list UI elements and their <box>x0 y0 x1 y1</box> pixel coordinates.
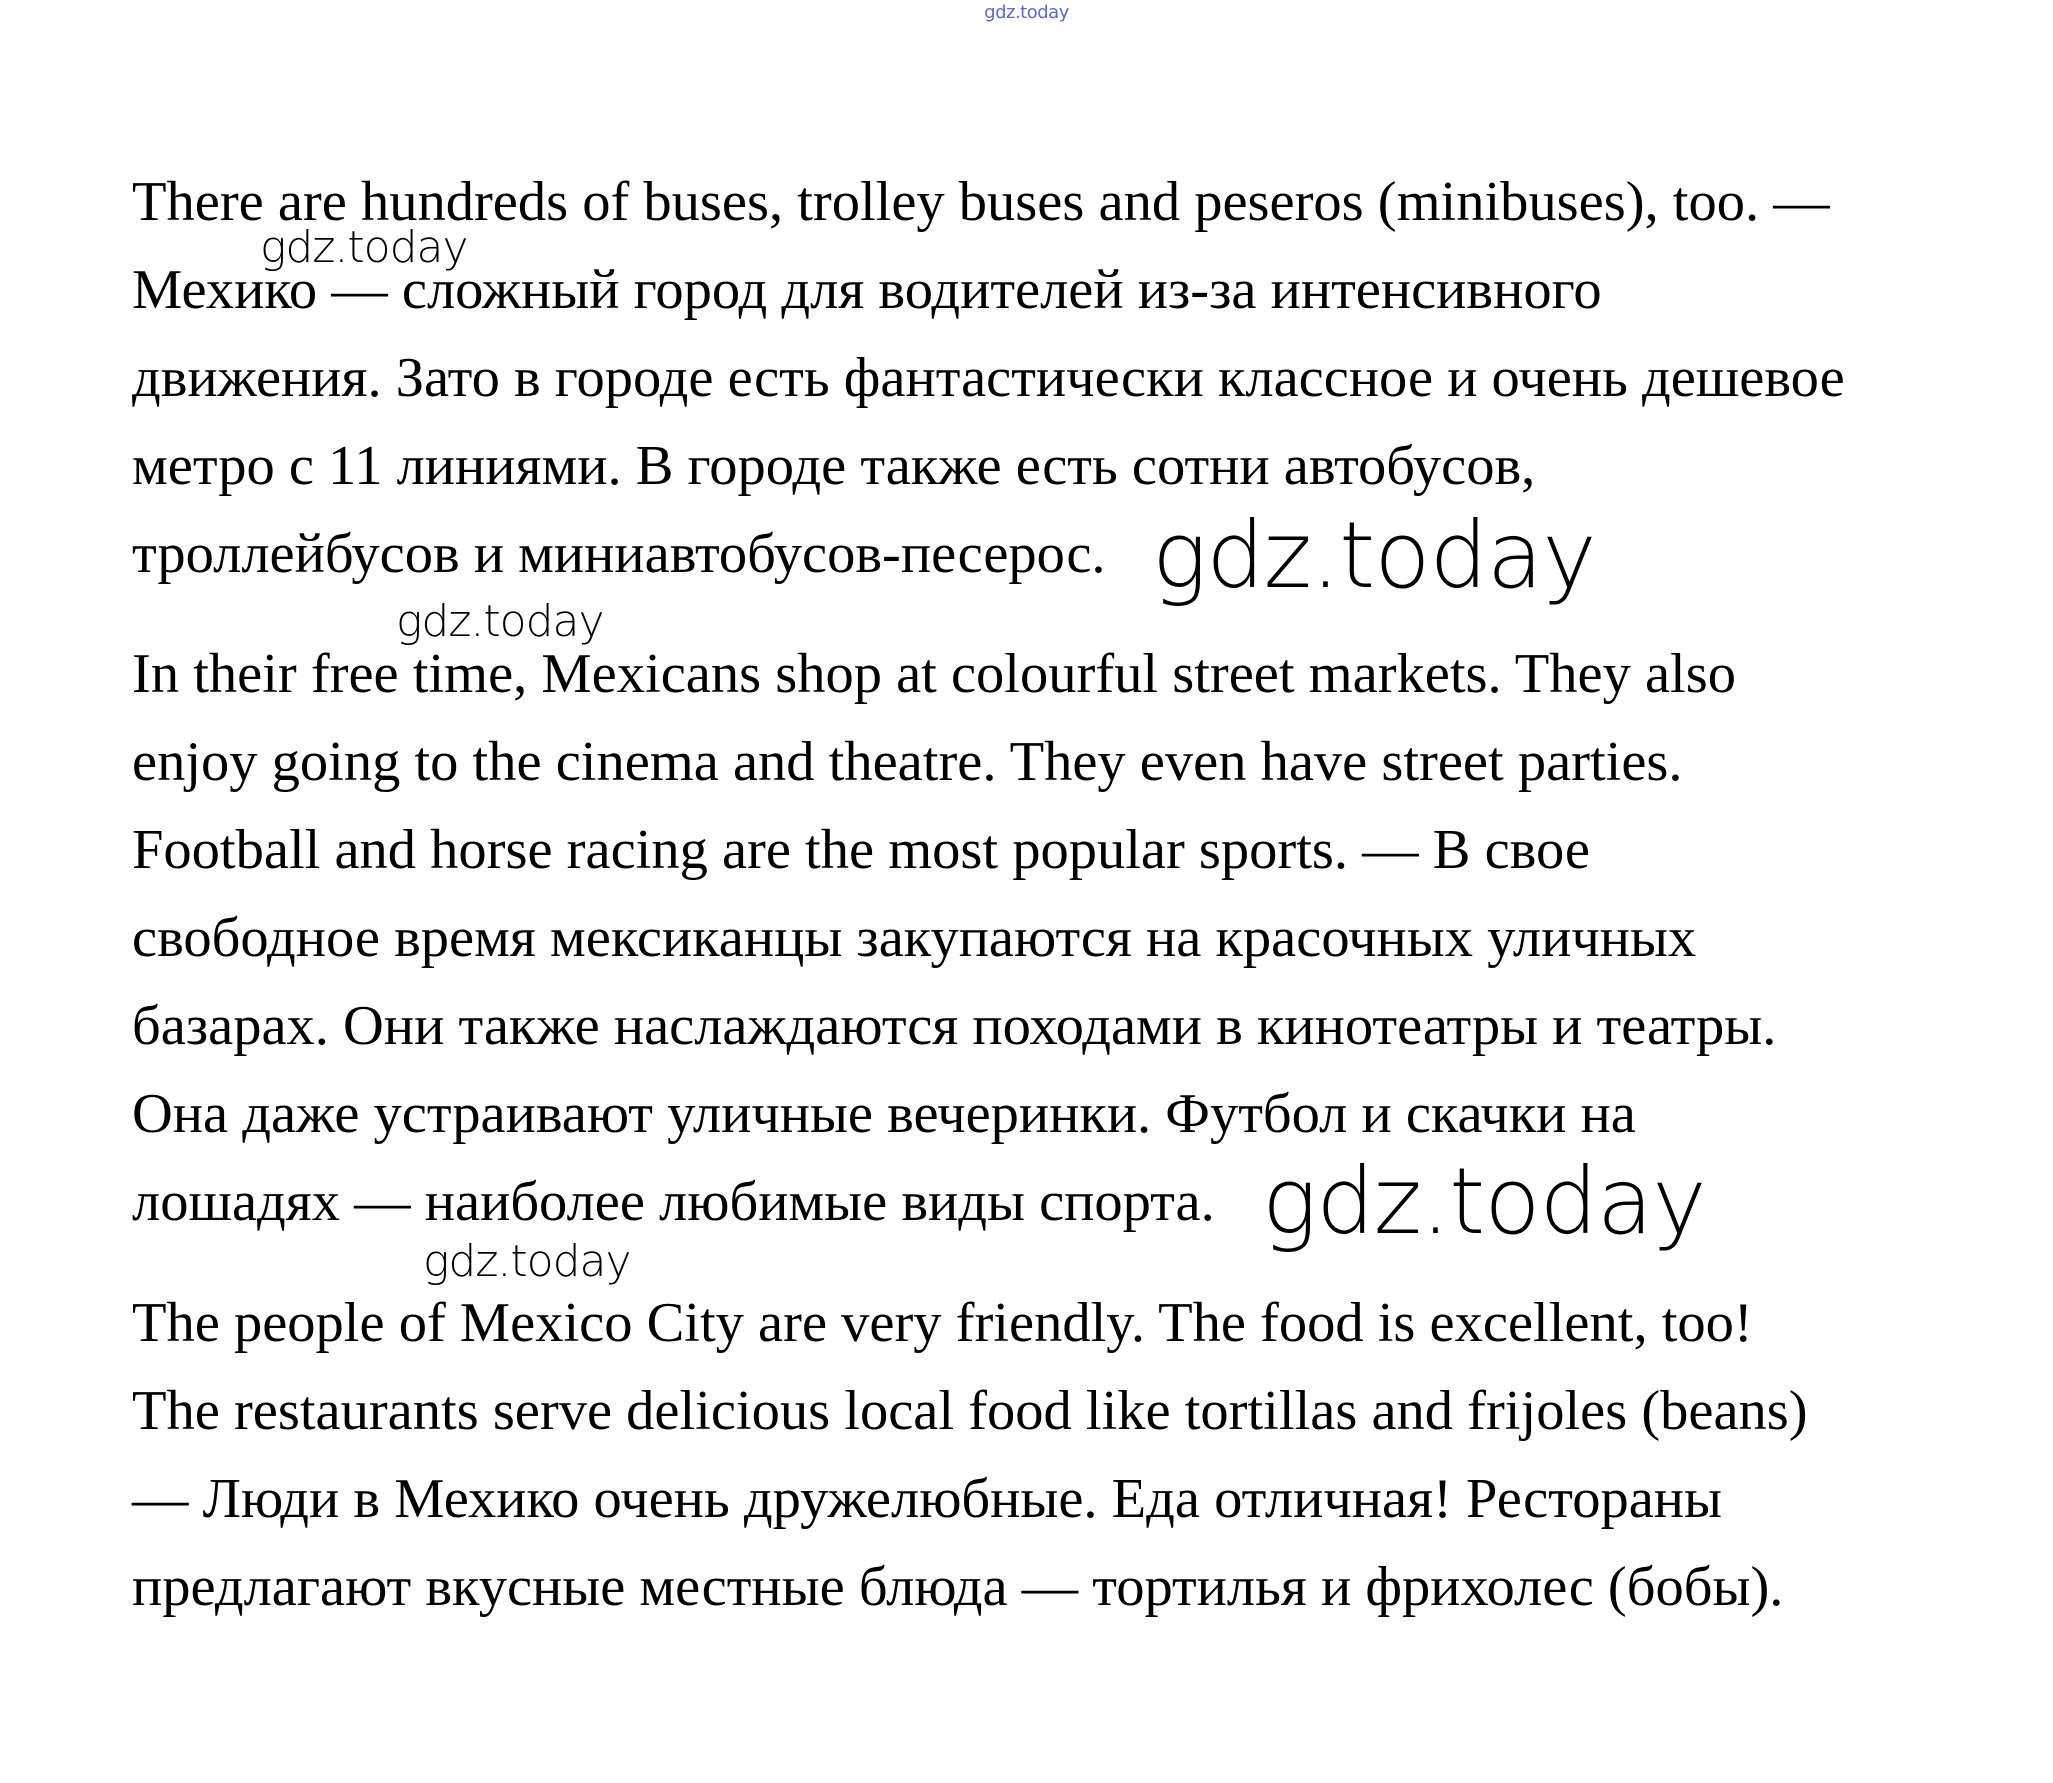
paragraph-3-line-4: предлагают вкусные местные блюда — тортилья и фрихолес (бобы). <box>132 1556 1784 1618</box>
paragraph-1-line-1: There are hundreds of buses, trolley buses and peseros (minibuses), too. — <box>132 171 1830 233</box>
paragraph-2-line-4: свободное время мексиканцы закупаются на красочных уличных <box>132 907 1697 969</box>
paragraph-2-line-2: enjoy going to the cinema and theatre. They even have street parties. <box>132 731 1683 793</box>
paragraph-2-line-3: Football and horse racing are the most popular sports. — В свое <box>132 819 1590 881</box>
watermark: gdz.today <box>396 596 604 647</box>
watermark: gdz.today <box>423 1236 631 1287</box>
paragraph-3-line-1: The people of Mexico City are very friendly. The food is excellent, too! <box>132 1292 1753 1354</box>
paragraph-1-line-4: метро с 11 линиями. В городе также есть сотни автобусов, <box>132 435 1536 497</box>
paragraph-2-line-1: In their free time, Mexicans shop at colourful street markets. They also <box>132 643 1736 705</box>
paragraph-3-line-2: The restaurants serve delicious local food like tortillas and frijoles (beans) <box>132 1380 1808 1442</box>
watermark: gdz.today <box>1152 502 1596 609</box>
watermark: gdz.today <box>260 222 468 273</box>
paragraph-2-line-6: Она даже устраивают уличные вечеринки. Футбол и скачки на <box>132 1083 1636 1145</box>
paragraph-2-line-5: базарах. Они также наслаждаются походами в кинотеатры и театры. <box>132 995 1777 1057</box>
paragraph-3-line-3: — Люди в Мехико очень дружелюбные. Еда отличная! Рестораны <box>132 1468 1722 1530</box>
header-watermark: gdz.today <box>984 2 1069 23</box>
watermark: gdz.today <box>1262 1148 1706 1255</box>
paragraph-1-line-5: троллейбусов и миниавтобусов-песерос. <box>132 523 1106 585</box>
paragraph-1-line-3: движения. Зато в городе есть фантастически классное и очень дешевое <box>132 347 1845 409</box>
paragraph-2-line-7: лошадях — наиболее любимые виды спорта. <box>132 1171 1215 1233</box>
paragraph-1-line-2: Мехико — сложный город для водителей из-за интенсивного <box>132 259 1602 321</box>
